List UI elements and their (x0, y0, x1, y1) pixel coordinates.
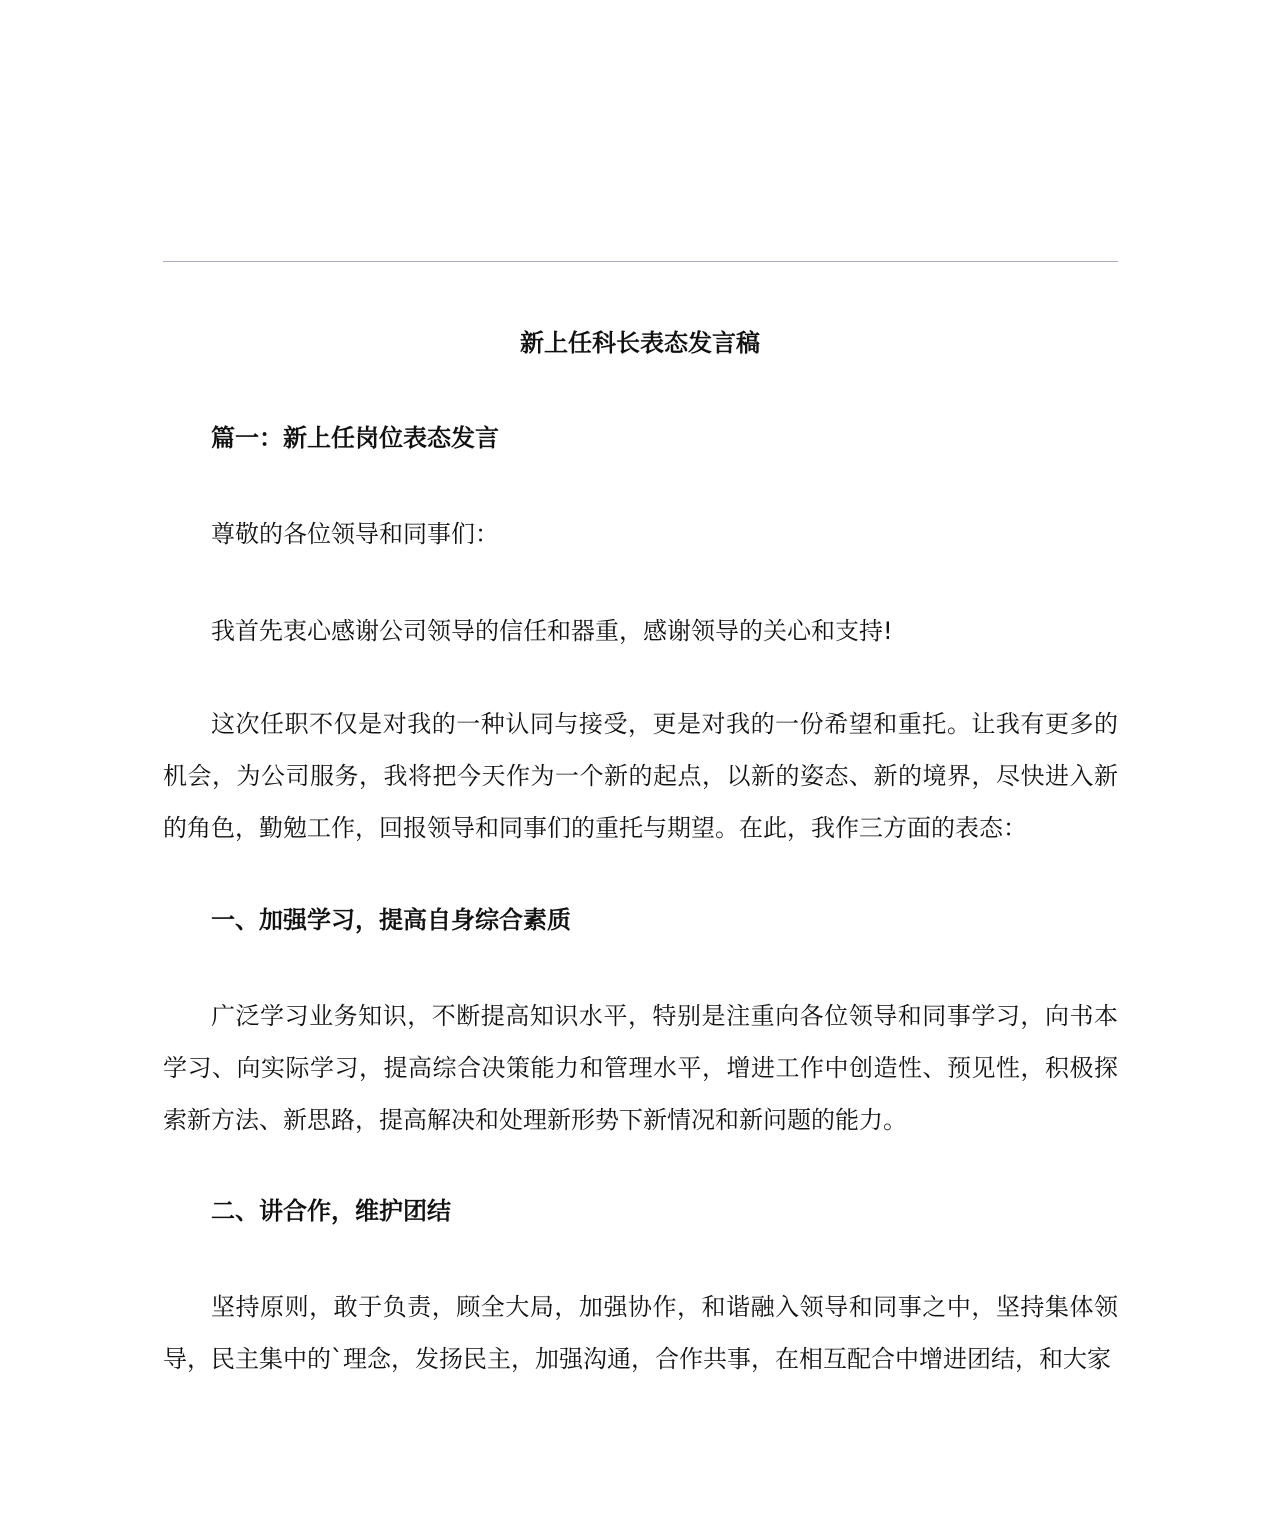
paragraph-cooperation: 坚持原则，敢于负责，顾全大局，加强协作，和谐融入领导和同事之中，坚持集体领导，民主集中的`理念，发扬民主，加强沟通，合作共事，在相互配合中增进团结，和大家 (163, 1293, 1118, 1373)
paragraph-thanks: 我首先衷心感谢公司领导的信任和器重，感谢领导的关心和支持! (211, 617, 893, 645)
header-rule (163, 261, 1118, 262)
heading-cooperation: 二、讲合作，维护团结 (211, 1197, 451, 1225)
paragraph-appointment: 这次任职不仅是对我的一种认同与接受，更是对我的一份希望和重托。让我有更多的机会，为公司服务，我将把今天作为一个新的起点，以新的姿态、新的境界，尽快进入新的角色，勤勉工作，回报领导和同事们的重托与期望。在此，我作三方面的表态： (163, 710, 1118, 842)
document-title: 新上任科长表态发言稿 (520, 329, 760, 357)
paragraph-study: 广泛学习业务知识，不断提高知识水平，特别是注重向各位领导和同事学习，向书本学习、向实际学习，提高综合决策能力和管理水平，增进工作中创造性、预见性，积极探索新方法、新思路，提高解决和处理新形势下新情况和新问题的能力。 (163, 1002, 1118, 1134)
greeting-line: 尊敬的各位领导和同事们： (211, 520, 499, 548)
section-heading: 篇一：新上任岗位表态发言 (211, 424, 499, 452)
heading-study: 一、加强学习，提高自身综合素质 (211, 906, 571, 934)
